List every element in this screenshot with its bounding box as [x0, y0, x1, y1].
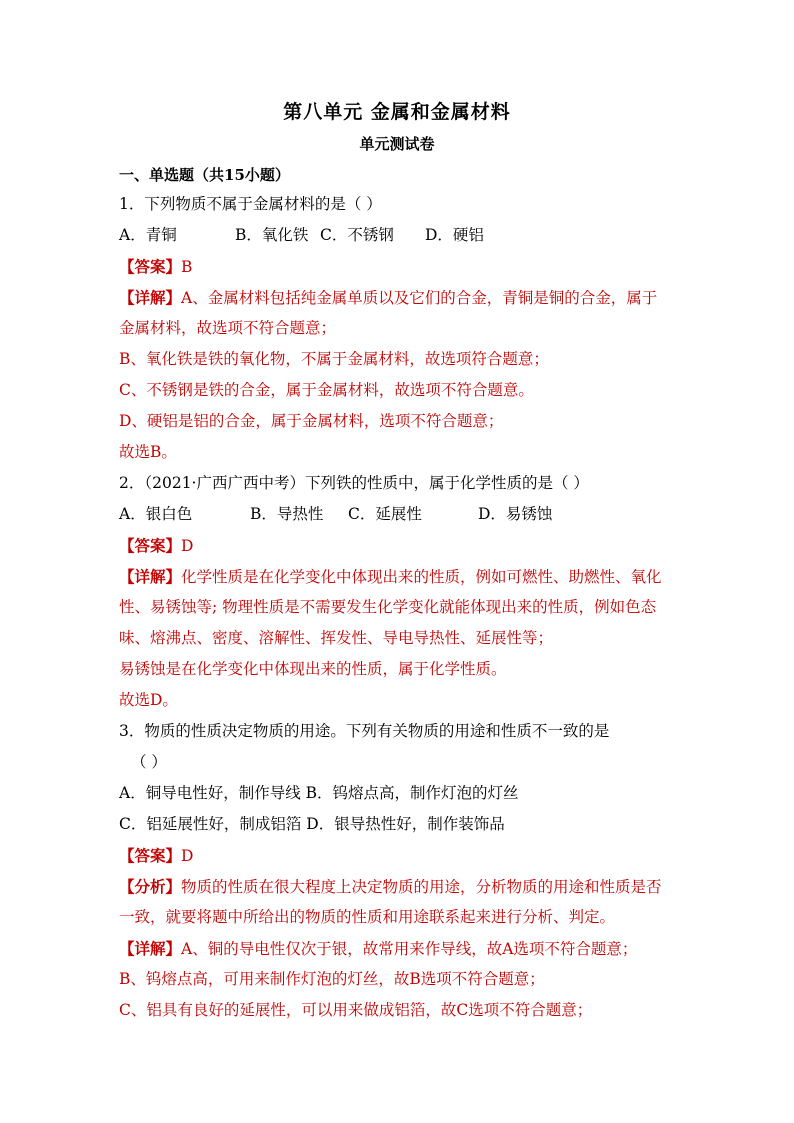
question-2-detail-line: 易锈蚀是在化学变化中体现出来的性质，属于化学性质。	[119, 660, 507, 678]
option-d: D．易锈蚀	[478, 505, 553, 523]
question-1-detail-line: B、氧化铁是铁的氧化物，不属于金属材料，故选项符合题意；	[119, 350, 549, 368]
question-3-options-row: C．铝延展性好，制成铝箔 D．银导热性好，制作装饰品	[119, 815, 505, 833]
question-1-detail-line: 故选B。	[119, 443, 177, 461]
question-3-detail-line: B、钨熔点高，可用来制作灯泡的灯丝，故B选项不符合题意；	[119, 970, 545, 988]
answer-value: B	[181, 258, 193, 276]
question-2-options	[119, 499, 679, 530]
section-heading: 一、单选题（共15小题）	[119, 166, 290, 184]
question-3-analysis-line	[119, 871, 679, 902]
page-title: 第八单元 金属和金属材料	[283, 101, 511, 123]
detail-text: A、金属材料包括纯金属单质以及它们的合金，青铜是铜的合金，属于	[181, 289, 658, 307]
question-2-detail-line: 味、熔沸点、密度、溶解性、挥发性、导电导热性、延展性等；	[119, 629, 554, 647]
option-c: C．不锈钢	[320, 226, 394, 244]
analysis-label: 【分析】	[119, 877, 182, 896]
question-3-stem: 3．物质的性质决定物质的用途。下列有关物质的用途和性质不一致的是	[119, 722, 610, 740]
question-1-answer	[119, 251, 679, 282]
question-1-detail-line: 金属材料，故选项不符合题意；	[119, 319, 337, 337]
question-2-detail-line: 故选D。	[119, 691, 178, 709]
question-1-detail-line: D、硬铝是铝的合金，属于金属材料，选项不符合题意；	[119, 412, 504, 430]
detail-text: A、铜的导电性仅次于银，故常用来作导线，故A选项不符合题意；	[181, 940, 638, 958]
answer-label: 【答案】	[119, 257, 182, 276]
question-2-answer	[119, 530, 679, 561]
option-a: A．银白色	[119, 505, 193, 523]
question-3-options-row: A．铜导电性好，制作导线 B．钨熔点高，制作灯泡的灯丝	[119, 784, 519, 802]
question-1-detail-line: C、不锈钢是铁的合金，属于金属材料，故选项不符合题意。	[119, 381, 534, 399]
option-b: B．氧化铁	[235, 226, 309, 244]
question-3-detail-line: C、铝具有良好的延展性，可以用来做成铝箔，故C选项不符合题意；	[119, 1001, 593, 1019]
answer-label: 【答案】	[119, 846, 182, 865]
question-1-detail-line	[119, 282, 679, 313]
detail-label: 【详解】	[119, 288, 182, 307]
question-2-detail-line	[119, 561, 679, 592]
page-subtitle: 单元测试卷	[359, 135, 435, 153]
option-c: C．延展性	[348, 505, 422, 523]
question-2-stem: 2．（2021·广西广西中考）下列铁的性质中，属于化学性质的是（ ）	[119, 474, 589, 492]
option-d: D．硬铝	[425, 226, 484, 244]
detail-label: 【详解】	[119, 939, 182, 958]
question-3-analysis-line: 一致，就要将题中所给出的物质的性质和用途联系起来进行分析、判定。	[119, 908, 616, 926]
question-3-answer	[119, 840, 679, 871]
question-3-detail-line	[119, 933, 679, 964]
option-b: B．导热性	[250, 505, 324, 523]
answer-value: D	[181, 847, 194, 865]
detail-text: 化学性质是在化学变化中体现出来的性质，例如可燃性、助燃性、氧化	[181, 568, 662, 586]
question-3-stem-cont: （ ）	[131, 753, 167, 771]
detail-label: 【详解】	[119, 567, 182, 586]
question-1-stem: 1．下列物质不属于金属材料的是（ ）	[119, 195, 382, 213]
option-a: A．青铜	[119, 226, 177, 244]
answer-value: D	[181, 537, 194, 555]
analysis-text: 物质的性质在很大程度上决定物质的用途，分析物质的用途和性质是否	[181, 878, 662, 896]
question-list	[119, 189, 679, 1026]
question-1-options	[119, 220, 679, 251]
answer-label: 【答案】	[119, 536, 182, 555]
question-2-detail-line: 性、易锈蚀等; 物理性质是不需要发生化学变化就能体现出来的性质，例如色态	[119, 598, 657, 616]
